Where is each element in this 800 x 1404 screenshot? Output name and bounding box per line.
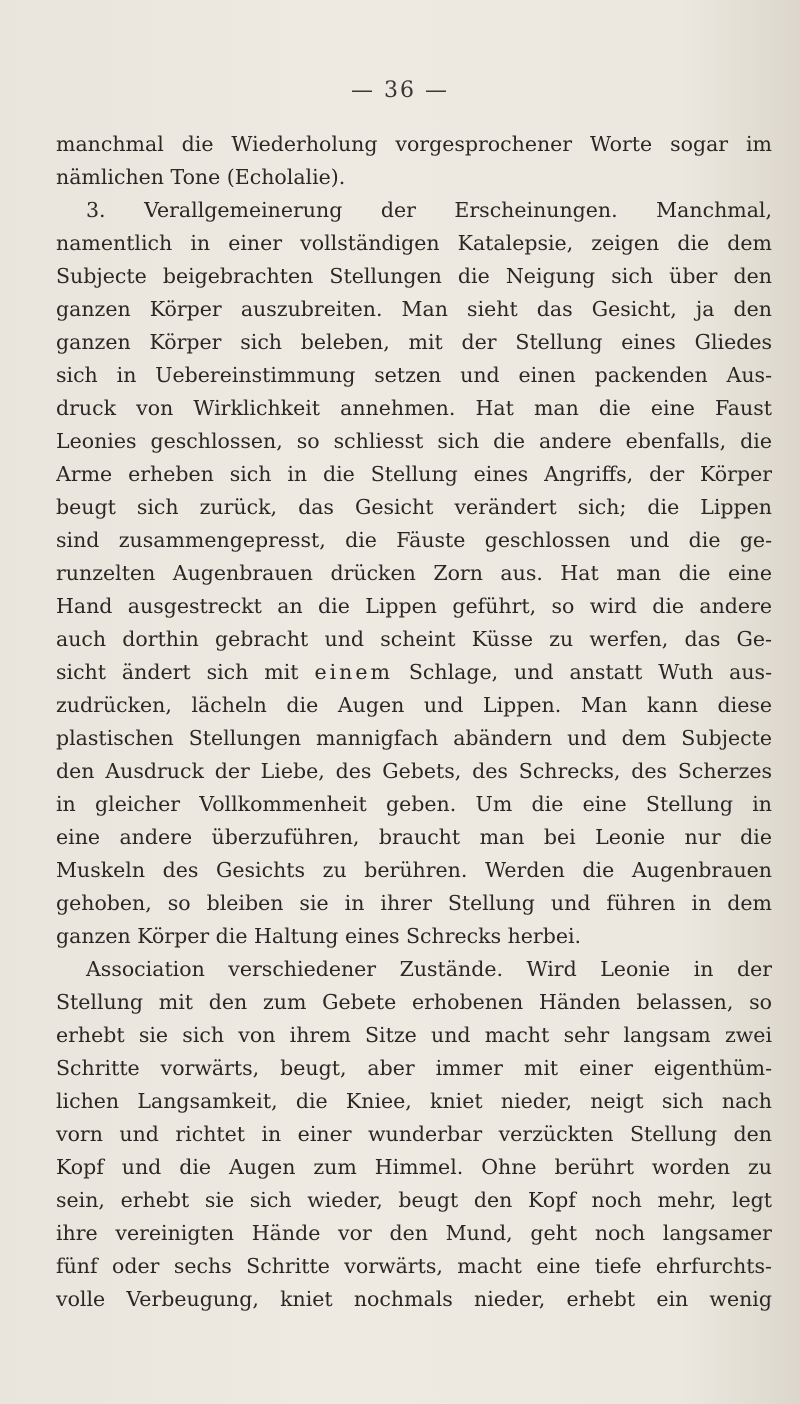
- section-heading-line: 3. Verallgemeinerung der Erscheinungen. Manchmal,: [86, 198, 772, 222]
- text-line: Schritte vorwärts, beugt, aber immer mit einer eigenthüm-: [56, 1056, 772, 1080]
- text-line: ganzen Körper sich beleben, mit der Stellung eines Gliedes: [56, 330, 772, 354]
- text-line: fünf oder sechs Schritte vorwärts, macht eine tiefe ehrfurchts-: [56, 1254, 772, 1278]
- text-line: in gleicher Vollkommenheit geben. Um die eine Stellung in: [56, 792, 772, 816]
- text-line: gehoben, so bleiben sie in ihrer Stellung und führen in dem: [56, 891, 772, 915]
- text-line: auch dorthin gebracht und scheint Küsse zu werfen, das Ge-: [56, 627, 772, 651]
- text-line-emphasis: [56, 656, 772, 689]
- section-heading-line: Association verschiedener Zustände. Wird Leonie in der: [86, 957, 772, 981]
- text-segment: sicht ändert sich mit: [56, 660, 299, 684]
- text-line: sein, erhebt sie sich wieder, beugt den Kopf noch mehr, legt: [56, 1188, 772, 1212]
- text-segment: Schlage, und anstatt Wuth aus-: [408, 660, 772, 684]
- text-line: ganzen Körper auszubreiten. Man sieht das Gesicht, ja den: [56, 297, 772, 321]
- text-line: nämlichen Tone (Echolalie).: [56, 165, 346, 189]
- text-line: Muskeln des Gesichts zu berühren. Werden die Augenbrauen: [56, 858, 772, 882]
- text-line: namentlich in einer vollständigen Katalepsie, zeigen die dem: [56, 231, 772, 255]
- spaced-word: einem: [314, 660, 393, 684]
- text-line: volle Verbeugung, kniet nochmals nieder, erhebt ein wenig: [56, 1287, 772, 1311]
- text-line: Arme erheben sich in die Stellung eines Angriffs, der Körper: [56, 462, 772, 486]
- text-line: lichen Langsamkeit, die Kniee, kniet nieder, neigt sich nach: [56, 1089, 772, 1113]
- text-line: Stellung mit den zum Gebete erhobenen Händen belassen, so: [56, 990, 772, 1014]
- text-line: sind zusammengepresst, die Fäuste geschlossen und die ge-: [56, 528, 772, 552]
- text-line: runzelten Augenbrauen drücken Zorn aus. Hat man die eine: [56, 561, 772, 585]
- text-line: Hand ausgestreckt an die Lippen geführt, so wird die andere: [56, 594, 772, 618]
- text-line: den Ausdruck der Liebe, des Gebets, des Schrecks, des Scherzes: [56, 759, 772, 783]
- text-line: erhebt sie sich von ihrem Sitze und macht sehr langsam zwei: [56, 1023, 772, 1047]
- body-text: [56, 128, 772, 1316]
- text-line: Kopf und die Augen zum Himmel. Ohne berührt worden zu: [56, 1155, 772, 1179]
- text-line: zudrücken, lächeln die Augen und Lippen. Man kann diese: [56, 693, 772, 717]
- text-line: Leonies geschlossen, so schliesst sich die andere ebenfalls, die: [56, 429, 772, 453]
- text-line: manchmal die Wiederholung vorgesprochener Worte sogar im: [56, 132, 772, 156]
- text-line: druck von Wirklichkeit annehmen. Hat man die eine Faust: [56, 396, 772, 420]
- page-number: — 36 —: [351, 78, 449, 103]
- text-line: vorn und richtet in einer wunderbar verzückten Stellung den: [56, 1122, 772, 1146]
- text-line: ganzen Körper die Haltung eines Schrecks herbei.: [56, 924, 582, 948]
- text-line: beugt sich zurück, das Gesicht verändert sich; die Lippen: [56, 495, 772, 519]
- text-line: ihre vereinigten Hände vor den Mund, geht noch langsamer: [56, 1221, 772, 1245]
- text-line: Subjecte beigebrachten Stellungen die Neigung sich über den: [56, 264, 772, 288]
- text-line: eine andere überzuführen, braucht man bei Leonie nur die: [56, 825, 772, 849]
- text-line: plastischen Stellungen mannigfach abändern und dem Subjecte: [56, 726, 772, 750]
- text-line: sich in Uebereinstimmung setzen und einen packenden Aus-: [56, 363, 772, 387]
